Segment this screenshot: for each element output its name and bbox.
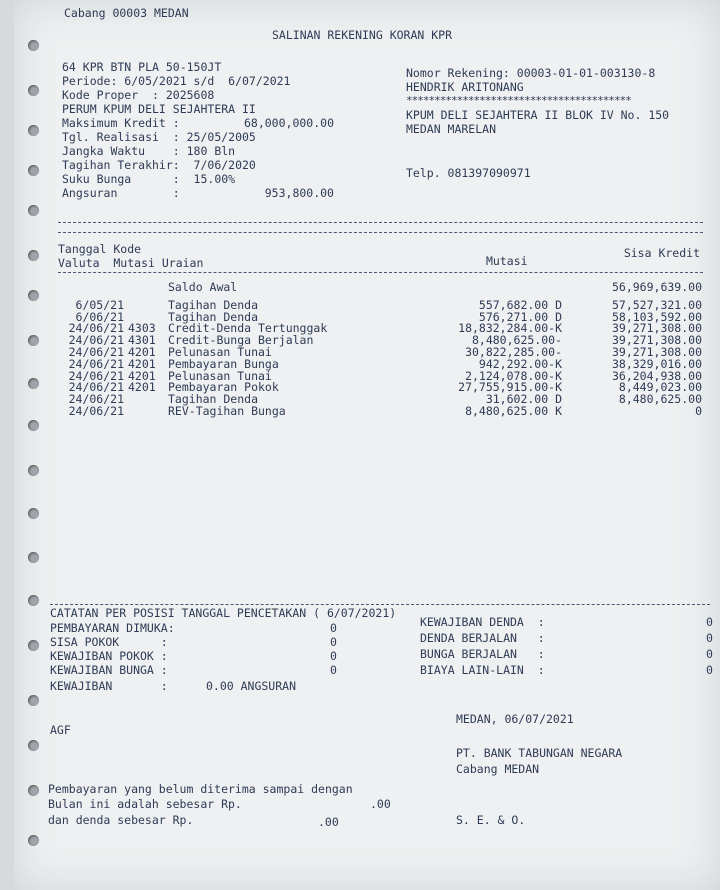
row-mutasi: 8,480,625.00 K — [465, 404, 562, 418]
row-mutasi: 2,124,078.00-K — [465, 368, 562, 383]
row-kode: 4201 — [128, 345, 156, 359]
telephone: Telp. 081397090971 — [406, 166, 531, 180]
header-mutasi: Mutasi — [486, 254, 528, 268]
catatan-right-label: DENDA BERJALAN : — [420, 631, 545, 645]
feed-hole — [28, 595, 39, 606]
row-sisa: 39,271,308.00 — [611, 345, 702, 359]
divider — [58, 232, 703, 233]
row-sisa: 8,449,023.00 — [618, 380, 702, 395]
catatan-right-label: KEWAJIBAN DENDA : — [420, 615, 545, 629]
row-sisa: 58,103,592.00 — [611, 309, 702, 324]
catatan-right-value: 0 — [706, 631, 713, 645]
row-mutasi: 30,822,285.00- — [465, 345, 562, 359]
row-kode: 4201 — [128, 368, 156, 383]
catatan-right-label: BUNGA BERJALAN : — [420, 647, 545, 661]
row-uraian: Credit-Bunga Berjalan — [168, 333, 314, 348]
header-valuta-uraian: Valuta Mutasi Uraian — [58, 256, 204, 270]
bank-name: PT. BANK TABUNGAN NEGARA — [456, 746, 623, 760]
feed-hole — [28, 205, 39, 216]
row-date: 6/06/21 — [75, 309, 124, 324]
feed-hole — [28, 378, 39, 389]
angsuran-label: Angsuran : — [62, 186, 180, 200]
row-date: 24/06/21 — [68, 404, 124, 418]
perum: PERUM KPUM DELI SEJAHTERA II — [62, 102, 256, 116]
row-sisa: 39,271,308.00 — [611, 321, 702, 336]
kewajiban-label: KEWAJIBAN : — [50, 679, 168, 693]
feed-hole — [28, 165, 39, 176]
row-mutasi: 557,682.00 D — [478, 297, 562, 312]
row-kode: 4201 — [128, 356, 156, 371]
tgl-realisasi: Tgl. Realisasi : 25/05/2005 — [62, 130, 256, 144]
row-date: 24/06/21 — [68, 356, 124, 371]
feed-hole — [28, 420, 39, 431]
row-kode: 4301 — [128, 333, 156, 348]
catatan-left-value: 0 — [330, 663, 337, 677]
header-sisa-kredit: Sisa Kredit — [623, 246, 700, 260]
header-tanggal-kode: Tanggal Kode — [58, 242, 142, 256]
row-uraian: Pelunasan Tunai — [168, 345, 272, 359]
row-uraian: Saldo Awal — [168, 280, 238, 294]
customer-name: HENDRIK ARITONANG — [406, 80, 524, 94]
agf: AGF — [50, 723, 71, 737]
row-uraian: Tagihan Denda — [168, 392, 259, 407]
feed-hole — [28, 465, 39, 476]
nomor-rekening: Nomor Rekening: 00003-01-01-003130-8 — [406, 66, 656, 80]
row-uraian: Pelunasan Tunai — [168, 368, 272, 383]
seo-mark: S. E. & O. — [456, 813, 526, 827]
product-name: 64 KPR BTN PLA 50-150JT — [62, 60, 222, 74]
divider — [58, 272, 703, 273]
row-date: 24/06/21 — [68, 368, 124, 383]
feed-hole — [28, 335, 39, 346]
row-mutasi: 27,755,915.00-K — [458, 380, 562, 395]
row-kode: 4201 — [128, 380, 156, 395]
row-date: 24/06/21 — [68, 392, 124, 407]
row-sisa: 57,527,321.00 — [611, 297, 702, 312]
feed-hole — [28, 250, 39, 261]
branch-top: Cabang 00003 MEDAN — [64, 6, 189, 20]
row-uraian: Pembayaran Pokok — [168, 380, 279, 395]
feed-hole — [28, 785, 39, 796]
address-line-1: KPUM DELI SEJAHTERA II BLOK IV No. 150 — [406, 108, 670, 122]
feed-hole — [28, 125, 39, 136]
row-date: 24/06/21 — [68, 345, 124, 359]
row-kode: 4303 — [128, 321, 156, 336]
star-separator: **************************************** — [406, 94, 631, 107]
row-date: 24/06/21 — [68, 380, 124, 395]
feed-hole — [28, 835, 39, 846]
feed-hole — [28, 640, 39, 651]
row-sisa: 56,969,639.00 — [611, 280, 702, 294]
note-line-3-value: .00 — [318, 815, 339, 829]
catatan-left-value: 0 — [330, 649, 337, 663]
maksimum-kredit-label: Maksimum Kredit : — [62, 116, 180, 130]
row-uraian: Tagihan Denda — [168, 297, 259, 312]
catatan-right-value: 0 — [706, 663, 713, 677]
row-mutasi: 18,832,284.00-K — [458, 321, 562, 336]
bank-branch: Cabang MEDAN — [456, 762, 540, 776]
tagihan-terakhir: Tagihan Terakhir: 7/06/2020 — [62, 158, 256, 172]
address-line-2: MEDAN MARELAN — [406, 122, 497, 136]
suku-bunga: Suku Bunga : 15.00% — [62, 172, 236, 186]
note-line-3: dan denda sebesar Rp. — [48, 813, 194, 827]
row-sisa: 39,271,308.00 — [611, 333, 702, 348]
feed-hole — [28, 695, 39, 706]
row-mutasi: 31,602.00 D — [485, 392, 562, 407]
catatan-left-value: 0 — [330, 621, 337, 635]
feed-hole — [28, 290, 39, 301]
catatan-right-label: BIAYA LAIN-LAIN : — [420, 663, 545, 677]
row-date: 24/06/21 — [68, 333, 124, 348]
row-mutasi: 576,271.00 D — [478, 309, 562, 324]
row-uraian: Credit-Denda Tertunggak — [168, 321, 328, 336]
row-sisa: 0 — [695, 404, 702, 418]
catatan-title: CATATAN PER POSISI TANGGAL PENCETAKAN ( 6/07/2021) — [50, 606, 397, 620]
catatan-right-value: 0 — [706, 647, 713, 661]
row-uraian: REV-Tagihan Bunga — [168, 404, 286, 418]
divider — [50, 604, 710, 605]
maksimum-kredit-value: 68,000,000.00 — [243, 116, 334, 130]
row-mutasi: 8,480,625.00- — [471, 333, 562, 348]
note-line-1: Pembayaran yang belum diterima sampai dengan — [48, 782, 353, 796]
kode-proper: Kode Proper : 2025608 — [62, 88, 215, 102]
feed-hole — [28, 508, 39, 519]
catatan-left-label: SISA POKOK : — [50, 635, 168, 649]
row-date: 6/05/21 — [75, 297, 124, 312]
catatan-left-label: KEWAJIBAN POKOK : — [50, 649, 168, 663]
angsuran-value: 953,800.00 — [264, 186, 334, 200]
feed-hole — [28, 85, 39, 96]
feed-hole — [28, 40, 39, 51]
feed-hole — [28, 552, 39, 563]
row-uraian: Pembayaran Bunga — [168, 356, 279, 371]
document-title: SALINAN REKENING KORAN KPR — [272, 28, 453, 42]
jangka-waktu: Jangka Waktu : 180 Bln — [62, 144, 236, 158]
note-line-2: Bulan ini adalah sebesar Rp. — [48, 797, 242, 811]
tractor-feed-holes — [14, 0, 54, 890]
row-sisa: 36,204,938.00 — [611, 368, 702, 383]
row-sisa: 8,480,625.00 — [618, 392, 702, 407]
feed-hole — [28, 740, 39, 751]
statement-paper — [14, 0, 720, 890]
note-line-2-value: .00 — [370, 797, 391, 811]
kewajiban-value: 0.00 ANGSURAN — [206, 679, 297, 693]
catatan-left-value: 0 — [330, 635, 337, 649]
catatan-left-label: PEMBAYARAN DIMUKA: — [50, 621, 175, 635]
row-mutasi: 942,292.00-K — [478, 356, 562, 371]
catatan-right-value: 0 — [706, 615, 713, 629]
place-date: MEDAN, 06/07/2021 — [456, 712, 574, 726]
divider — [58, 222, 703, 223]
row-uraian: Tagihan Denda — [168, 309, 259, 324]
row-sisa: 38,329,016.00 — [611, 356, 702, 371]
period: Periode: 6/05/2021 s/d 6/07/2021 — [62, 74, 291, 88]
catatan-left-label: KEWAJIBAN BUNGA : — [50, 663, 168, 677]
row-date: 24/06/21 — [68, 321, 124, 336]
